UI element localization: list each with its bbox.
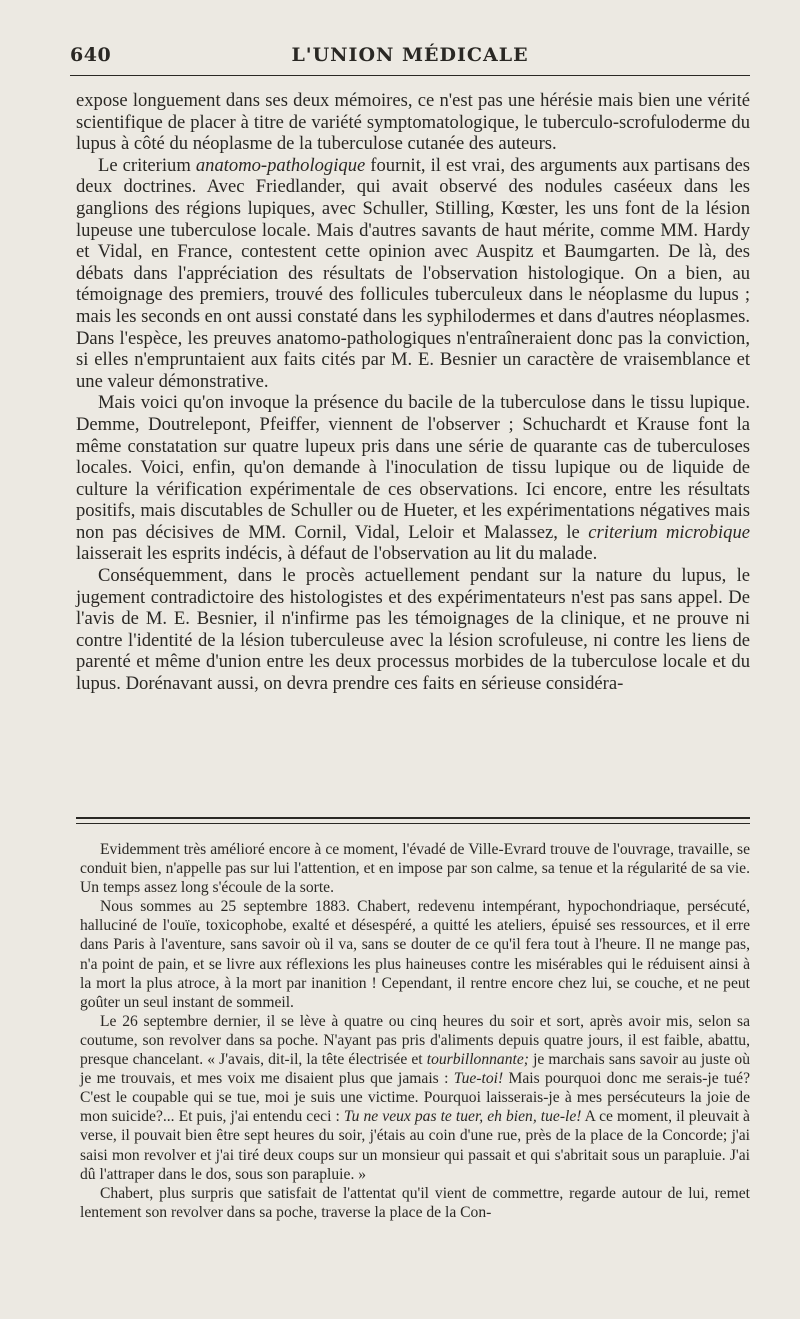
paragraph-3-start: Mais voici qu'on invoque la présence du bacile de la tuberculose dans le tissu lupique. Demme, Doutrelepont, Pfeiffer, viennent de l'observer ; Schuchardt et Krause font la même constatation sur quatre lupeux pris dans une série de quarante cas de tuberculoses locales. Voici, enfin, qu'on demande à l'inoculation de tissu lupique ou de liquide de culture la vérification expérimentale de ces observations. Ici encore, entre les résultats positifs, mais discutables de Schuller ou de Hueter, et les expérimentations négatives mais non pas décisives de MM. Cornil, Vidal, Leloir et Malassez, le bbox=[76, 392, 750, 543]
paragraph-2-rest: fournit, il est vrai, des arguments aux partisans des deux doctrines. Avec Friedlander, qui avait observé des nodules caséeux dans les ganglions des régions lupiques, avec Schuller, Stilling, Kœster, les uns font de la lésion lupeuse une tuberculose locale. Mais d'autres savants de haut mérite, comme MM. Hardy et Vidal, en France, contestent cette opinion avec Auspitz et Baumgarten. De là, des débats dans l'appréciation des résultats de l'observation histologique. On a bien, au témoignage des premiers, trouvé des follicules tuberculeux dans le néoplasme du lupus ; mais les seconds en ont aussi constaté dans les syphilodermes et dans d'autres néoplasmes. Dans l'espèce, les preuves anatomo-pathologiques n'entraîneraient donc pas la conviction, si elles n'empruntaient aux faits cités par M. E. Besnier un caractère de vraisemblance et une valeur démonstrative. bbox=[76, 154, 751, 392]
emphasis-tourbillonnante: tourbillonnante; bbox=[426, 1051, 529, 1069]
paragraph-4: Conséquemment, dans le procès actuellement pendant sur la nature du lupus, le jugement contradictoire des histologistes et des expérimentateurs n'est pas sans appel. De l'avis de M. E. Besnier, il n'infirme pas les témoignages de la clinique, et ne prouve ni contre l'identité de la lésion tuberculeuse avec la lésion scrofuleuse, ni contre les liens de parenté et même d'union entre les deux processus morbides de la tuberculose locale et du lupus. Dorénavant aussi, on devra prendre ces faits en sérieuse considéra- bbox=[76, 565, 750, 695]
paragraph-1: expose longuement dans ses deux mémoires, ce n'est pas une hérésie mais bien une vérité scientifique de placer à titre de variété symptomatologique, le tuberculo-scrofuloderme du lupus à côté du néoplasme de la tuberculose cutanée des auteurs. bbox=[76, 90, 750, 155]
emphasis-anatomo-pathologique: anatomo-pathologique bbox=[195, 154, 366, 176]
footnote-paragraph-4: Chabert, plus surpris que satisfait de l'attentat qu'il vient de commettre, regarde autour de lui, remet lentement son revolver dans sa poche, traverse la place de la Con- bbox=[80, 1184, 750, 1221]
page-header bbox=[70, 44, 750, 74]
footnote-rule-thin bbox=[76, 823, 750, 824]
emphasis-criterium-microbique: criterium microbique bbox=[588, 521, 750, 543]
footnote-paragraph-3 bbox=[80, 1012, 750, 1184]
paragraph-3-rest: laisserait les esprits indécis, à défaut de l'observation au lit du malade. bbox=[76, 543, 598, 565]
footnote-feuilleton bbox=[80, 840, 750, 1222]
paragraph-2-start: Le criterium bbox=[98, 154, 196, 176]
footnote-paragraph-3-c: Mais pourquoi donc me serais-je tué? C'est le coupable qui se tue, moi je suis une victime. Pourquoi laisserais-je à mes persécuteurs la joie de mon suicide?... Et puis, j'ai entendu ceci : bbox=[80, 1070, 750, 1126]
emphasis-tue-toi: Tue-toi! bbox=[453, 1070, 504, 1088]
page-number: 640 bbox=[70, 44, 112, 66]
footnote-paragraph-1: Evidemment très amélioré encore à ce moment, l'évadé de Ville-Evrard trouve de l'ouvrage, travaille, se conduit bien, n'appelle pas sur lui l'attention, et en impose par son calme, sa tenue et la régularité de sa vie. Un temps assez long s'écoule de la sorte. bbox=[80, 841, 750, 897]
footnote-paragraph-3-a: Le 26 septembre dernier, il se lève à quatre ou cinq heures du soir et sort, après avoir mis, selon sa coutume, son revolver dans sa poche. N'ayant pas pris d'aliments depuis quatre jours, il est faible, abattu, presque chancelant. « J'avais, dit-il, la tête électrisée et bbox=[80, 1012, 750, 1069]
paragraph-2 bbox=[76, 155, 750, 393]
running-title: L'UNION MÉDICALE bbox=[291, 44, 529, 66]
footnote-rule-thick bbox=[76, 817, 750, 819]
emphasis-tue-le: Tu ne veux pas te tuer, eh bien, tue-le! bbox=[343, 1108, 582, 1126]
footnote-paragraph-3-d: A ce moment, il pleuvait à verse, il pouvait bien être sept heures du soir, j'étais au coin d'une rue, près de la place de la Concorde; j'ai saisi mon revolver et j'ai tiré deux coups sur un monsieur qui passait et qui s'abritait sous un parapluie. J'ai dû l'attraper dans le dos, sous son parapluie. » bbox=[80, 1108, 750, 1183]
header-rule bbox=[70, 75, 750, 76]
footnote-paragraph-2: Nous sommes au 25 septembre 1883. Chabert, redevenu intempérant, hypochondriaque, persécuté, halluciné de l'ouïe, toxicophobe, exalté et désespéré, a quitté les ateliers, épuisé ses ressources, et il erre dans Paris à l'aventure, sans savoir où il va, sans se douter de ce qu'il fera tout à l'heure. Il ne mange pas, n'a point de pain, et se livre aux réflexions les plus haineuses contre les misérables qui le réduisent ainsi à la mort la plus atroce, à la mort par inanition ! Cependant, il rentre encore chez lui, se couche, et ne peut goûter un seul instant de sommeil. bbox=[80, 898, 750, 1011]
paragraph-3 bbox=[76, 392, 750, 565]
main-text bbox=[76, 90, 750, 695]
footnote-paragraph-3-b: je marchais sans savoir au juste où je me trouvais, et mes voix me disaient plus que jamais : bbox=[80, 1051, 750, 1088]
